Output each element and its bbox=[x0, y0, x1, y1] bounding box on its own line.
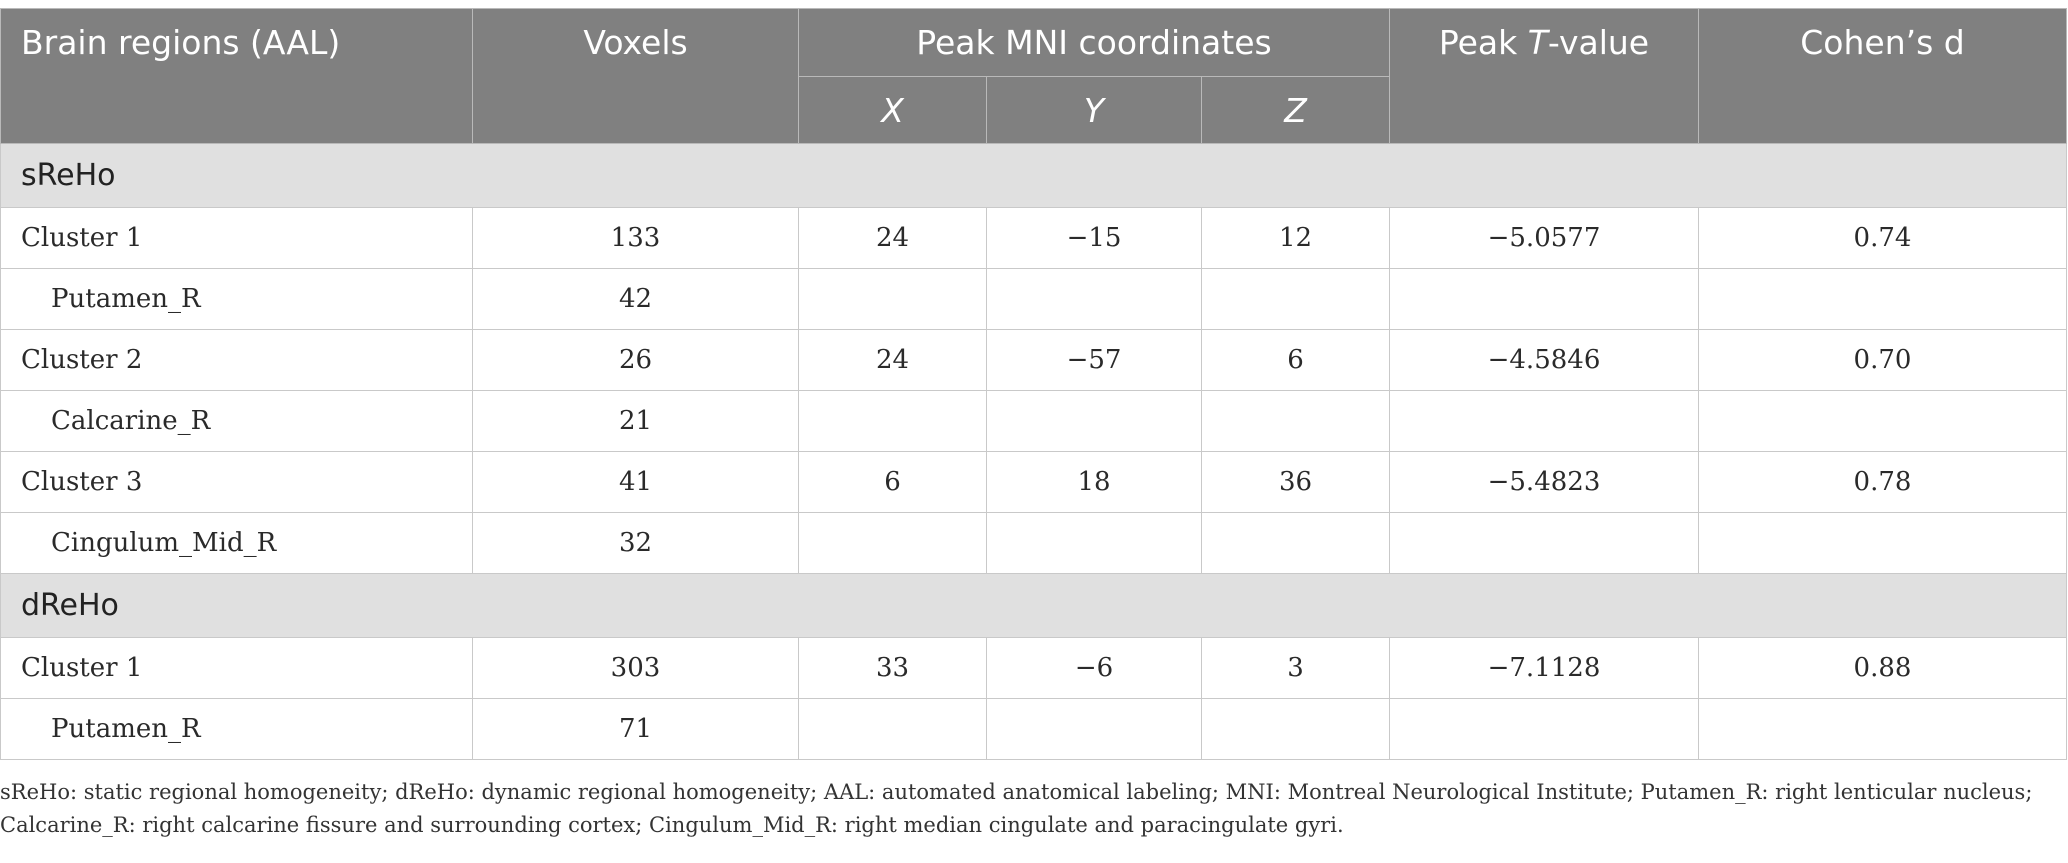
cell-cohens-d bbox=[1699, 391, 2067, 452]
cell-region: Cluster 3 bbox=[1, 452, 473, 513]
footnote-line-2: Calcarine_R: right calcarine fissure and surrounding cortex; Cingulum_Mid_R: right median cingulate and paracingulate gyri. bbox=[0, 813, 1344, 837]
cell-y bbox=[987, 391, 1202, 452]
cell-cohens-d bbox=[1699, 699, 2067, 760]
cell-y bbox=[987, 699, 1202, 760]
cell-t-value bbox=[1390, 391, 1699, 452]
cell-x bbox=[799, 513, 987, 574]
cell-voxels: 303 bbox=[473, 638, 799, 699]
cell-z: 12 bbox=[1202, 208, 1390, 269]
cell-t-value: −5.4823 bbox=[1390, 452, 1699, 513]
cell-z: 3 bbox=[1202, 638, 1390, 699]
cell-cohens-d: 0.74 bbox=[1699, 208, 2067, 269]
table-body bbox=[1, 144, 2067, 760]
cell-y bbox=[987, 269, 1202, 330]
section-row bbox=[1, 574, 2067, 638]
cell-cohens-d bbox=[1699, 513, 2067, 574]
cell-x: 24 bbox=[799, 208, 987, 269]
cell-x: 24 bbox=[799, 330, 987, 391]
table-row bbox=[1, 699, 2067, 760]
table-header bbox=[1, 9, 2067, 144]
cell-cohens-d: 0.88 bbox=[1699, 638, 2067, 699]
cell-z bbox=[1202, 513, 1390, 574]
section-label-sreho: sReHo bbox=[1, 144, 2067, 208]
table-row bbox=[1, 452, 2067, 513]
cell-voxels: 71 bbox=[473, 699, 799, 760]
results-table bbox=[0, 8, 2067, 760]
cell-x bbox=[799, 391, 987, 452]
header-y: Y bbox=[987, 77, 1202, 144]
cell-cohens-d: 0.70 bbox=[1699, 330, 2067, 391]
cell-region: Cluster 1 bbox=[1, 638, 473, 699]
cell-t-value bbox=[1390, 699, 1699, 760]
header-peak-t-italic: T bbox=[1527, 23, 1548, 62]
cell-y: −6 bbox=[987, 638, 1202, 699]
cell-z: 36 bbox=[1202, 452, 1390, 513]
cell-x: 6 bbox=[799, 452, 987, 513]
header-peak-t-value bbox=[1390, 9, 1699, 144]
header-x: X bbox=[799, 77, 987, 144]
cell-y: −15 bbox=[987, 208, 1202, 269]
header-brain-regions: Brain regions (AAL) bbox=[1, 9, 473, 144]
results-table-container bbox=[0, 8, 2066, 760]
header-z: Z bbox=[1202, 77, 1390, 144]
cell-cohens-d: 0.78 bbox=[1699, 452, 2067, 513]
header-cohens-d: Cohen’s d bbox=[1699, 9, 2067, 144]
header-peak-t-suffix: -value bbox=[1547, 23, 1650, 62]
cell-t-value: −4.5846 bbox=[1390, 330, 1699, 391]
cell-t-value bbox=[1390, 269, 1699, 330]
cell-voxels: 26 bbox=[473, 330, 799, 391]
cell-y bbox=[987, 513, 1202, 574]
cell-z bbox=[1202, 699, 1390, 760]
cell-voxels: 42 bbox=[473, 269, 799, 330]
cell-t-value: −5.0577 bbox=[1390, 208, 1699, 269]
section-label-dreho: dReHo bbox=[1, 574, 2067, 638]
cell-z: 6 bbox=[1202, 330, 1390, 391]
table-row bbox=[1, 638, 2067, 699]
header-voxels: Voxels bbox=[473, 9, 799, 144]
header-peak-t-prefix: Peak bbox=[1438, 23, 1528, 62]
cell-voxels: 32 bbox=[473, 513, 799, 574]
cell-t-value: −7.1128 bbox=[1390, 638, 1699, 699]
cell-region: Calcarine_R bbox=[1, 391, 473, 452]
cell-t-value bbox=[1390, 513, 1699, 574]
section-row bbox=[1, 144, 2067, 208]
cell-region: Putamen_R bbox=[1, 269, 473, 330]
header-peak-mni: Peak MNI coordinates bbox=[799, 9, 1390, 77]
table-row bbox=[1, 269, 2067, 330]
cell-y: −57 bbox=[987, 330, 1202, 391]
cell-voxels: 21 bbox=[473, 391, 799, 452]
cell-region: Putamen_R bbox=[1, 699, 473, 760]
cell-y: 18 bbox=[987, 452, 1202, 513]
table-row bbox=[1, 513, 2067, 574]
table-row bbox=[1, 330, 2067, 391]
cell-x bbox=[799, 699, 987, 760]
footnote-line-1: sReHo: static regional homogeneity; dReHo: dynamic regional homogeneity; AAL: automated anatomical labeling; MNI: Montreal Neurological Institute; Putamen_R: right lenticular nucleus; bbox=[0, 780, 2033, 804]
cell-region: Cluster 2 bbox=[1, 330, 473, 391]
cell-z bbox=[1202, 391, 1390, 452]
cell-x bbox=[799, 269, 987, 330]
cell-x: 33 bbox=[799, 638, 987, 699]
table-row bbox=[1, 208, 2067, 269]
cell-z bbox=[1202, 269, 1390, 330]
table-row bbox=[1, 391, 2067, 452]
table-footnote bbox=[0, 776, 2060, 842]
cell-cohens-d bbox=[1699, 269, 2067, 330]
cell-region: Cingulum_Mid_R bbox=[1, 513, 473, 574]
cell-voxels: 41 bbox=[473, 452, 799, 513]
cell-region: Cluster 1 bbox=[1, 208, 473, 269]
cell-voxels: 133 bbox=[473, 208, 799, 269]
